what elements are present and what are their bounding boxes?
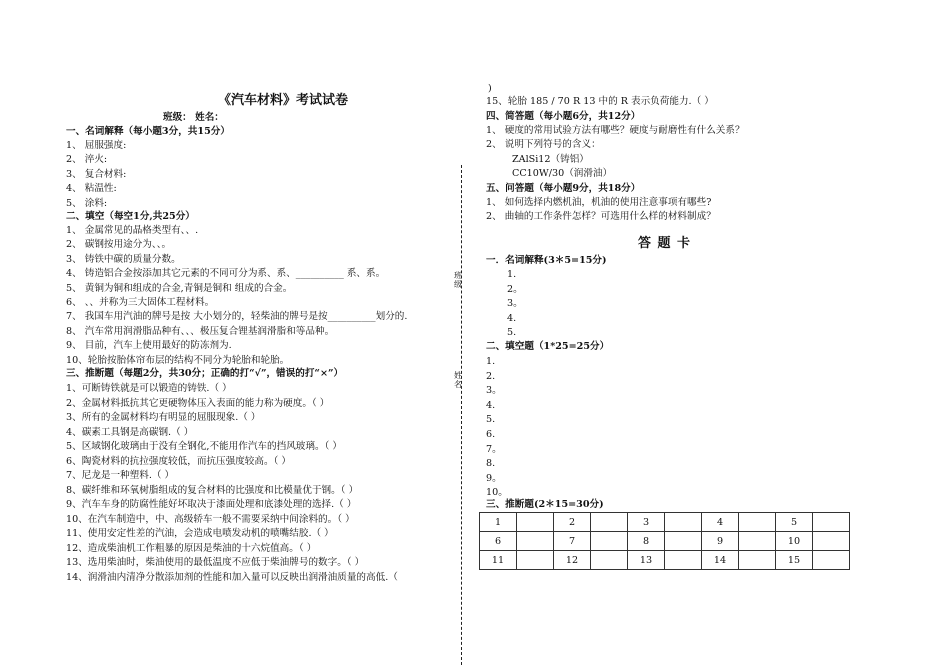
- answer-cell[interactable]: [739, 551, 776, 570]
- true-false-question: 3、所有的金属材料均有明显的屈服现象.（ ）: [66, 412, 261, 423]
- answer-cell[interactable]: [665, 551, 702, 570]
- card1-answer-line: 1.: [507, 269, 517, 280]
- true-false-question: 11、使用安定性差的汽油，会造成电喷发动机的喷嘴结胶.（ ）: [66, 528, 334, 539]
- question-number-cell: 5: [776, 513, 813, 532]
- card2-answer-line: 2.: [486, 370, 496, 382]
- definition-question: 4、 粘温性:: [66, 183, 117, 195]
- margin-name-label: 姓名: [454, 371, 462, 389]
- card2-answer-line: 3。: [486, 385, 502, 397]
- fill-blank-question: 7、 我国车用汽油的牌号是按 大小划分的，轻柴油的牌号是按__________划分的.: [66, 311, 408, 323]
- definition-question: 1、 屈服强度:: [66, 140, 127, 151]
- question-number-cell: 4: [702, 513, 739, 532]
- judgement-answer-grid: [479, 512, 850, 570]
- card2-heading: 二、填空题（1*25=25分）: [486, 341, 610, 352]
- true-false-question: 10、在汽车制造中，中、高级轿车一般不需要采纳中间涂料的。（ ）: [66, 513, 355, 525]
- binding-divider-line: [461, 165, 462, 665]
- answer-cell[interactable]: [591, 513, 628, 532]
- fill-blank-question: 3、 铸铁中碳的质量分数。: [66, 253, 181, 265]
- true-false-question: 2、金属材料抵抗其它更硬物体压入表面的能力称为硬度。（ ）: [66, 397, 330, 409]
- fill-blank-question: 6、 、、并称为三大固体工程材料。: [66, 297, 215, 308]
- margin-class-label: 班级: [454, 271, 462, 289]
- definition-question: 3、 复合材料:: [66, 168, 127, 180]
- question-number-cell: 3: [628, 513, 665, 532]
- true-false-question: 7、尼龙是一种塑料.（ ）: [66, 470, 175, 481]
- question-15: 15、轮胎 185 / 70 R 13 中的 R 表示负荷能力.（ ）: [486, 96, 714, 107]
- question-number-cell: 7: [554, 532, 591, 551]
- answer-grid-row: [480, 551, 850, 570]
- card1-answer-line: 3。: [507, 298, 523, 310]
- true-false-question: 8、碳纤维和环氧树脂组成的复合材料的比强度和比模量优于钢。（ ）: [66, 484, 359, 496]
- fill-blank-question: 1、 金属常见的晶格类型有、、.: [66, 225, 199, 236]
- question-number-cell: 9: [702, 532, 739, 551]
- true-false-question: 4、碳素工具钢是高碳钢.（ ）: [66, 426, 194, 438]
- answer-card-title: 答 题 卡: [638, 236, 692, 251]
- true-false-question: 14、润滑油内清净分散添加剂的性能和加入量可以反映出润滑油质量的高低.（: [66, 571, 398, 583]
- question-number-cell: 12: [554, 551, 591, 570]
- answer-cell[interactable]: [591, 551, 628, 570]
- card1-answer-line: 5.: [507, 327, 517, 339]
- answer-cell[interactable]: [591, 532, 628, 551]
- fill-blank-question: 4、 铸造铝合金按添加其它元素的不同可分为系、系、__________ 系、系。: [66, 268, 386, 280]
- student-info-line: 班级： 姓名：: [163, 112, 224, 123]
- short-answer-question: 2、 说明下列符号的含义：: [486, 139, 601, 151]
- card1-answer-line: 4.: [507, 312, 517, 324]
- card2-answer-line: 5.: [486, 414, 496, 426]
- question-number-cell: 13: [628, 551, 665, 570]
- question-number-cell: 11: [480, 551, 517, 570]
- question-number-cell: 14: [702, 551, 739, 570]
- answer-grid-row: [480, 513, 850, 532]
- question-number-cell: 15: [776, 551, 813, 570]
- fill-blank-question: 5、 黄铜为铜和组成的合金,青铜是铜和 组成的合金。: [66, 282, 293, 294]
- card3-heading: 三、推断题(2＊15=30分): [486, 499, 604, 510]
- true-false-question: 5、区域钢化玻璃由于没有全钢化,不能用作汽车的挡风玻璃。（ ）: [66, 441, 343, 452]
- answer-cell[interactable]: [517, 513, 554, 532]
- question-number-cell: 2: [554, 513, 591, 532]
- essay-question: 1、 如何选择内燃机油，机油的使用注意事项有哪些?: [486, 197, 712, 208]
- definition-question: 5、 涂料:: [66, 197, 108, 209]
- true-false-question: 13、选用柴油时，柴油使用的最低温度不应低于柴油牌号的数字。（ ）: [66, 557, 365, 568]
- question-number-cell: 8: [628, 532, 665, 551]
- definition-question: 2、 淬火:: [66, 154, 108, 166]
- fill-blank-question: 9、 目前，汽车上使用最好的防冻剂为.: [66, 340, 232, 352]
- card2-answer-line: 7。: [486, 443, 502, 455]
- card2-answer-line: 1.: [486, 356, 496, 367]
- answer-cell[interactable]: [739, 532, 776, 551]
- fill-blank-question: 8、 汽车常用润滑脂品种有、、、极压复合锂基润滑脂和等品种。: [66, 325, 335, 337]
- true-false-question: 1、可断铸铁就是可以锻造的铸铁.（ ）: [66, 383, 232, 394]
- answer-grid-row: [480, 532, 850, 551]
- answer-cell[interactable]: [665, 532, 702, 551]
- section5-heading: 五、问答题（每小题9分，共18分）: [486, 183, 641, 194]
- answer-cell[interactable]: [739, 513, 776, 532]
- card1-answer-line: 2。: [507, 283, 523, 295]
- answer-cell[interactable]: [813, 532, 850, 551]
- true-false-question: 9、汽车车身的防腐性能好坏取决于漆面处理和底漆处理的选择.（ ）: [66, 499, 357, 510]
- symbol-item: CC10W/30（润滑油）: [512, 168, 613, 180]
- exam-title: 《汽车材料》考试试卷: [218, 93, 349, 108]
- true-false-question: 12、造成柴油机工作粗暴的原因是柴油的十六烷值高。（ ）: [66, 542, 317, 554]
- fill-blank-question: 10、轮胎按胎体帘布层的结构不同分为轮胎和轮胎。: [66, 354, 290, 366]
- symbol-item: ZAlSi12（铸铝）: [512, 154, 589, 165]
- card1-heading: 一．名词解释(3＊5=15分): [486, 255, 607, 266]
- answer-cell[interactable]: [813, 513, 850, 532]
- card2-answer-line: 8.: [486, 458, 496, 470]
- section1-heading: 一、名词解释（每小题3分，共15分）: [66, 126, 230, 137]
- section3-heading: 三、推断题（每题2分，共30分；正确的打“√”，错误的打“×”）: [66, 368, 344, 379]
- true-false-question: 6、陶瓷材料的抗拉强度较低，而抗压强度较高。（ ）: [66, 455, 292, 467]
- essay-question: 2、 曲轴的工作条件怎样？可选用什么样的材料制成？: [486, 211, 716, 223]
- question-number-cell: 6: [480, 532, 517, 551]
- short-answer-question: 1、 硬度的常用试验方法有哪些？硬度与耐磨性有什么关系？: [486, 125, 745, 136]
- section2-heading: 二、填空（每空1分,共25分）: [66, 211, 195, 222]
- fill-blank-question: 2、 碳钢按用途分为、、。: [66, 239, 172, 251]
- card2-answer-line: 6.: [486, 429, 496, 440]
- question-number-cell: 10: [776, 532, 813, 551]
- question-number-cell: 1: [480, 513, 517, 532]
- answer-cell[interactable]: [517, 551, 554, 570]
- card2-answer-line: 4.: [486, 399, 496, 411]
- answer-cell[interactable]: [813, 551, 850, 570]
- card2-answer-line: 10。: [486, 487, 508, 499]
- card2-answer-line: 9。: [486, 472, 502, 484]
- section4-heading: 四、简答题（每小题6分，共12分）: [486, 111, 641, 122]
- continuation-bracket: ): [488, 83, 492, 94]
- answer-cell[interactable]: [665, 513, 702, 532]
- answer-cell[interactable]: [517, 532, 554, 551]
